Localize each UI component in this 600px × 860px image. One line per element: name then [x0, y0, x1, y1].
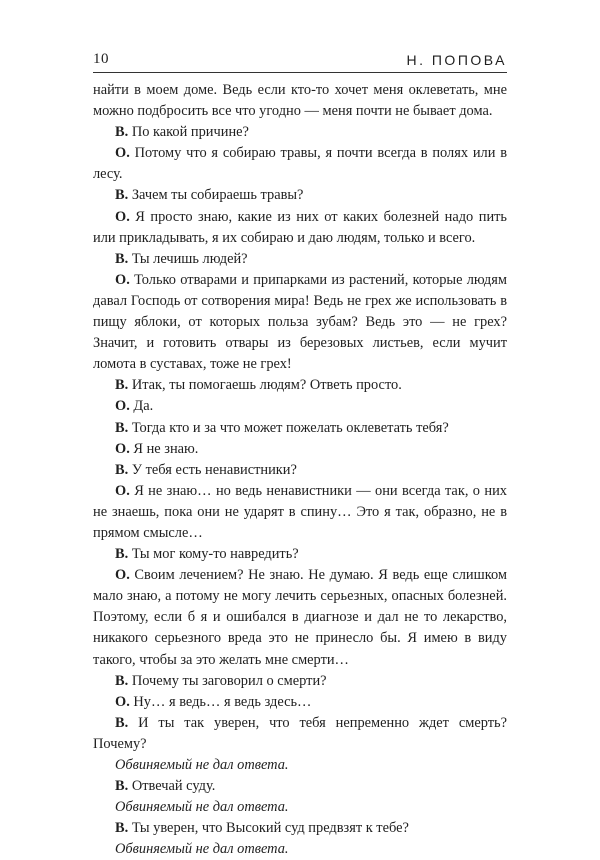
page-header	[93, 50, 507, 73]
stage-note	[93, 797, 507, 818]
paragraph-text: Ну… я ведь… я ведь здесь…	[133, 693, 312, 710]
speaker-label: В.	[115, 461, 129, 478]
page-number: 10	[93, 51, 109, 67]
paragraph-text: Я не знаю.	[133, 440, 199, 457]
speaker-label: О.	[115, 693, 130, 710]
question	[93, 460, 507, 481]
speaker-label: О.	[115, 208, 130, 225]
answer	[93, 439, 507, 460]
answer	[93, 207, 507, 249]
question	[93, 544, 507, 565]
speaker-label: О.	[115, 398, 130, 415]
paragraph-text: Ты мог кому-то навредить?	[131, 546, 299, 563]
paragraph-text: найти в моем доме. Ведь если кто-то хочет меня оклеветать, мне можно подбросить все что угодно — меня почти не бывает дома.	[93, 82, 507, 120]
paragraph-text: Обвиняемый не дал ответа.	[115, 841, 289, 858]
speaker-label: О.	[115, 145, 130, 162]
speaker-label: В.	[115, 714, 129, 731]
speaker-label: О.	[115, 482, 130, 499]
question	[93, 185, 507, 206]
speaker-label: В.	[115, 820, 129, 837]
paragraph-text: Ты лечишь людей?	[131, 250, 248, 267]
paragraph-text: Своим лечением? Не знаю. Не думаю. Я ведь еще слишком мало знаю, а потому не могу лечить серьезных, опасных болезней. Поэтому, если б я и ошибался в диагнозе и дал не то лекарство, никакого серьезного вреда это не принесло бы. Я имею в виду такого, чтобы за это желать мне смерти…	[93, 567, 507, 668]
paragraph-text: Я не знаю… но ведь ненавистники — они всегда так, о них не знаешь, пока они не ударят в спину… Это я так, образно, не в прямом смысле…	[93, 482, 507, 541]
question	[93, 671, 507, 692]
paragraph-text: Итак, ты помогаешь людям? Ответь просто.	[131, 377, 402, 394]
paragraph-text: Ты уверен, что Высокий суд предвзят к тебе?	[131, 820, 409, 837]
speaker-label: О.	[115, 271, 130, 288]
answer	[93, 481, 507, 544]
question	[93, 418, 507, 439]
interrogation-text	[93, 80, 507, 860]
answer	[93, 692, 507, 713]
speaker-label: В.	[115, 778, 129, 795]
question	[93, 818, 507, 839]
question	[93, 713, 507, 755]
question	[93, 375, 507, 396]
speaker-label: В.	[115, 124, 129, 141]
answer	[93, 565, 507, 670]
answer	[93, 396, 507, 417]
speaker-label: О.	[115, 567, 130, 584]
answer	[93, 143, 507, 185]
speaker-label: О.	[115, 440, 130, 457]
paragraph-text: Обвиняемый не дал ответа.	[115, 757, 289, 773]
paragraph-text: Я просто знаю, какие из них от каких болезней надо пить или прикладывать, я их собираю и даю людям, только и всего.	[93, 208, 507, 246]
paragraph-text: Обвиняемый не дал ответа.	[115, 799, 289, 816]
answer	[93, 270, 507, 375]
speaker-label: В.	[115, 419, 129, 436]
paragraph-text: И ты так уверен, что тебя непременно ждет смерть? Почему?	[93, 714, 507, 752]
speaker-label: В.	[115, 546, 129, 563]
paragraph-text: Только отварами и припарками из растений, которые людям давал Господь от сотворения мира! Ведь не грех же использовать в пищу яблоки, от которых польза зубам? Ведь это — не грех? Значит, и готовить отвары из березовых листьев, если мучит ломота в суставах, тоже не грех!	[93, 271, 507, 373]
paragraph-text: Почему ты заговорил о смерти?	[131, 672, 327, 689]
running-head-author: Н. ПОПОВА	[406, 52, 507, 68]
stage-note	[93, 839, 507, 860]
question	[93, 776, 507, 797]
paragraph-text: Зачем ты собираешь травы?	[131, 187, 304, 204]
speaker-label: В.	[115, 187, 129, 204]
speaker-label: В.	[115, 672, 129, 689]
paragraph-text: Тогда кто и за что может пожелать оклеветать тебя?	[131, 419, 449, 436]
paragraph	[93, 80, 507, 122]
paragraph-text: По какой причине?	[131, 124, 249, 141]
speaker-label: В.	[115, 377, 129, 394]
question	[93, 122, 507, 143]
question	[93, 249, 507, 270]
stage-note	[93, 755, 507, 776]
paragraph-text: Потому что я собираю травы, я почти всегда в полях или в лесу.	[93, 145, 507, 183]
paragraph-text: Отвечай суду.	[131, 778, 216, 795]
speaker-label: В.	[115, 250, 129, 267]
paragraph-text: Да.	[133, 398, 154, 415]
paragraph-text: У тебя есть ненавистники?	[131, 461, 297, 478]
